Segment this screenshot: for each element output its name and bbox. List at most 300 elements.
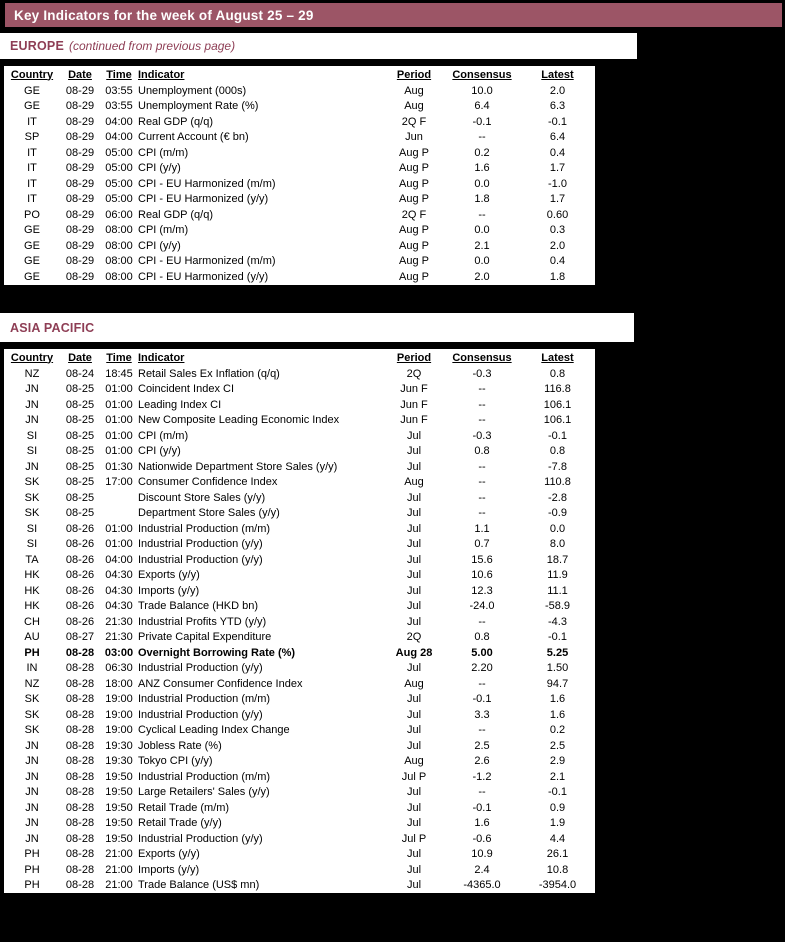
cell-indicator: Exports (y/y): [138, 569, 200, 582]
cell-consensus: -1.2: [472, 770, 492, 783]
cell-date: 08-25: [65, 398, 95, 411]
cell-period: Jul: [406, 708, 422, 721]
cell-period: 2Q: [406, 631, 422, 644]
cell-date: 08-28: [65, 755, 95, 768]
cell-latest: 5.25: [546, 646, 569, 659]
cell-indicator: Industrial Production (y/y): [138, 538, 263, 551]
cell-time: 05:00: [105, 177, 133, 190]
cell-indicator: Overnight Borrowing Rate (%): [138, 646, 296, 659]
cell-date: 08-29: [65, 146, 95, 159]
cell-date: 08-28: [65, 724, 95, 737]
cell-consensus: 6.4: [474, 100, 490, 113]
cell-consensus: --: [478, 507, 486, 520]
cell-date: 08-28: [65, 693, 95, 706]
cell-country: NZ: [24, 367, 40, 380]
cell-indicator: Coincident Index CI: [138, 383, 234, 396]
cell-date: 08-28: [65, 848, 95, 861]
cell-latest: -0.1: [548, 429, 567, 442]
cell-indicator: Unemployment Rate (%): [138, 100, 259, 113]
report-title: Key Indicators for the week of August 25 – 29: [14, 7, 314, 23]
cell-country: IT: [27, 162, 37, 175]
cell-country: SI: [26, 538, 38, 551]
cell-country: PH: [24, 848, 40, 861]
indicator-row: [3, 583, 596, 599]
cell-consensus: 10.6: [471, 569, 493, 582]
cell-latest: 1.6: [549, 708, 566, 721]
indicator-row: [3, 568, 596, 584]
cell-consensus: 0.0: [474, 224, 490, 237]
europe-indicators-table: [2, 64, 597, 287]
cell-latest: -0.1: [548, 631, 567, 644]
cell-country: GE: [24, 224, 40, 237]
cell-period: 2Q: [406, 367, 422, 380]
cell-time: 08:00: [105, 255, 133, 268]
indicator-row: [3, 459, 596, 475]
cell-time: 18:45: [105, 367, 133, 380]
cell-date: 08-26: [65, 553, 95, 566]
cell-indicator: Retail Sales Ex Inflation (q/q): [138, 367, 280, 380]
cell-indicator: Retail Trade (y/y): [138, 817, 222, 830]
cell-date: 08-25: [65, 476, 95, 489]
cell-country: HK: [24, 584, 40, 597]
cell-period: 2Q F: [401, 208, 427, 221]
section-note-europe: (continued from previous page): [69, 39, 236, 53]
cell-date: 08-29: [65, 115, 95, 128]
cell-latest: 11.1: [547, 584, 568, 597]
cell-consensus: 15.6: [471, 553, 493, 566]
cell-indicator: CPI (m/m): [138, 429, 189, 442]
cell-consensus: 0.0: [474, 177, 490, 190]
cell-time: 19:50: [105, 801, 133, 814]
cell-date: 08-24: [65, 367, 95, 380]
cell-date: 08-26: [65, 569, 95, 582]
cell-indicator: Imports (y/y): [138, 863, 200, 876]
cell-period: Aug P: [399, 193, 429, 206]
cell-consensus: -0.1: [472, 115, 492, 128]
cell-country: SK: [24, 724, 40, 737]
cell-date: 08-28: [65, 677, 95, 690]
cell-country: JN: [25, 414, 39, 427]
cell-country: GE: [24, 270, 40, 283]
indicator-row: [3, 506, 596, 522]
indicator-row: [3, 83, 596, 99]
cell-date: 08-25: [65, 414, 95, 427]
cell-time: 01:00: [105, 383, 133, 396]
cell-latest: 1.7: [549, 193, 566, 206]
cell-consensus: 1.6: [474, 817, 490, 830]
cell-indicator: CPI - EU Harmonized (m/m): [138, 177, 276, 190]
cell-country: SK: [24, 491, 40, 504]
column-header-latest: Latest: [541, 351, 574, 364]
cell-latest: 1.6: [549, 693, 566, 706]
cell-latest: 0.9: [549, 801, 566, 814]
cell-country: JN: [25, 383, 39, 396]
cell-latest: 0.4: [549, 146, 566, 159]
cell-period: Jul: [406, 522, 422, 535]
cell-period: Jul: [406, 817, 422, 830]
cell-date: 08-26: [65, 615, 95, 628]
cell-date: 08-29: [65, 255, 95, 268]
cell-country: SI: [26, 522, 38, 535]
cell-indicator: ANZ Consumer Confidence Index: [138, 677, 303, 690]
indicator-row: [3, 413, 596, 429]
cell-country: SI: [26, 429, 38, 442]
cell-country: JN: [25, 817, 39, 830]
cell-date: 08-26: [65, 538, 95, 551]
indicator-row: [3, 366, 596, 382]
cell-consensus: --: [478, 398, 486, 411]
cell-latest: -2.8: [548, 491, 567, 504]
column-header-period: Period: [396, 351, 432, 364]
cell-indicator: CPI - EU Harmonized (y/y): [138, 270, 269, 283]
cell-latest: 2.9: [549, 755, 566, 768]
cell-latest: -58.9: [544, 600, 571, 613]
cell-indicator: Trade Balance (US$ mn): [138, 879, 260, 892]
column-header-indicator: Indicator: [138, 351, 185, 364]
cell-time: 01:00: [105, 445, 133, 458]
cell-consensus: --: [478, 724, 486, 737]
cell-latest: 94.7: [546, 677, 569, 690]
cell-time: 19:00: [105, 708, 133, 721]
cell-time: 05:00: [105, 146, 133, 159]
cell-time: 04:00: [105, 553, 133, 566]
cell-country: PH: [24, 863, 40, 876]
cell-time: 01:30: [105, 460, 133, 473]
cell-consensus: 2.20: [471, 662, 493, 675]
cell-consensus: --: [478, 460, 486, 473]
cell-latest: 6.4: [549, 131, 566, 144]
section-name-asia-pacific: ASIA PACIFIC: [10, 320, 95, 335]
cell-latest: 116.8: [544, 383, 571, 396]
cell-consensus: -4365.0: [463, 879, 501, 892]
column-header-time: Time: [106, 351, 132, 364]
cell-date: 08-25: [65, 429, 95, 442]
cell-period: Jul: [406, 569, 422, 582]
cell-time: 19:30: [105, 755, 133, 768]
cell-period: Jul: [406, 801, 422, 814]
cell-indicator: Industrial Production (y/y): [138, 553, 263, 566]
cell-time: 06:30: [105, 662, 133, 675]
cell-consensus: --: [478, 131, 486, 144]
indicator-row: [3, 862, 596, 878]
cell-time: 04:30: [105, 569, 133, 582]
cell-date: 08-25: [65, 491, 95, 504]
cell-consensus: -0.1: [472, 693, 492, 706]
cell-indicator: Industrial Profits YTD (y/y): [138, 615, 267, 628]
cell-indicator: Department Store Sales (y/y): [138, 507, 280, 520]
cell-consensus: --: [478, 491, 486, 504]
cell-consensus: 3.3: [474, 708, 490, 721]
cell-date: 08-28: [65, 801, 95, 814]
cell-latest: 0.2: [549, 724, 566, 737]
indicator-row: [3, 831, 596, 847]
table-header-row: [3, 65, 596, 83]
cell-time: 19:50: [105, 817, 133, 830]
column-header-period: Period: [396, 68, 432, 81]
cell-indicator: Industrial Production (y/y): [138, 662, 263, 675]
cell-latest: -0.1: [548, 115, 567, 128]
cell-time: 04:30: [105, 584, 133, 597]
cell-date: 08-28: [65, 863, 95, 876]
cell-date: 08-29: [65, 270, 95, 283]
cell-consensus: 2.0: [474, 270, 490, 283]
indicator-row: [3, 521, 596, 537]
cell-time: 19:50: [105, 770, 133, 783]
cell-latest: -0.9: [548, 507, 567, 520]
cell-period: Aug: [404, 677, 424, 690]
cell-latest: 18.7: [546, 553, 569, 566]
cell-indicator: Cyclical Leading Index Change: [138, 724, 290, 737]
indicator-row: [3, 269, 596, 286]
cell-indicator: Leading Index CI: [138, 398, 222, 411]
cell-date: 08-29: [65, 224, 95, 237]
cell-period: Jul: [406, 848, 422, 861]
column-header-date: Date: [68, 68, 92, 81]
cell-time: 19:50: [105, 786, 133, 799]
cell-indicator: Trade Balance (HKD bn): [138, 600, 259, 613]
cell-consensus: 0.8: [474, 445, 490, 458]
indicator-row: [3, 847, 596, 863]
cell-date: 08-29: [65, 239, 95, 252]
cell-period: Jul: [406, 445, 422, 458]
cell-date: 08-29: [65, 131, 95, 144]
cell-latest: 2.0: [549, 84, 566, 97]
cell-time: 05:00: [105, 193, 133, 206]
cell-date: 08-28: [65, 770, 95, 783]
cell-time: 01:00: [105, 538, 133, 551]
cell-latest: 0.60: [546, 208, 569, 221]
cell-time: 05:00: [105, 162, 133, 175]
cell-latest: -3954.0: [538, 879, 577, 892]
column-header-indicator: Indicator: [138, 68, 185, 81]
cell-time: 08:00: [105, 270, 133, 283]
cell-consensus: -0.3: [472, 367, 492, 380]
cell-consensus: 2.4: [474, 863, 490, 876]
cell-consensus: 1.8: [474, 193, 490, 206]
cell-date: 08-28: [65, 879, 95, 892]
cell-date: 08-28: [65, 786, 95, 799]
cell-indicator: New Composite Leading Economic Index: [138, 414, 340, 427]
cell-country: JN: [25, 786, 39, 799]
cell-indicator: Real GDP (q/q): [138, 115, 213, 128]
cell-consensus: 2.5: [474, 739, 490, 752]
cell-consensus: 2.6: [474, 755, 490, 768]
cell-country: JN: [25, 398, 39, 411]
indicator-row: [3, 537, 596, 553]
cell-date: 08-25: [65, 445, 95, 458]
cell-time: 04:30: [105, 600, 133, 613]
cell-country: GE: [24, 84, 40, 97]
cell-period: Jul: [406, 429, 422, 442]
cell-consensus: --: [478, 615, 486, 628]
cell-time: 08:00: [105, 224, 133, 237]
cell-date: 08-29: [65, 84, 95, 97]
cell-consensus: 1.1: [474, 522, 490, 535]
cell-indicator: Industrial Production (y/y): [138, 832, 263, 845]
column-header-country: Country: [10, 68, 54, 81]
cell-country: IT: [27, 177, 37, 190]
cell-consensus: 1.6: [474, 162, 490, 175]
indicator-row: [3, 676, 596, 692]
cell-consensus: 2.1: [474, 239, 490, 252]
cell-time: 21:30: [105, 615, 133, 628]
cell-country: NZ: [24, 677, 40, 690]
cell-latest: 1.50: [546, 662, 569, 675]
cell-latest: -1.0: [548, 177, 567, 190]
indicator-row: [3, 645, 596, 661]
cell-country: TA: [25, 553, 39, 566]
cell-time: 21:00: [105, 848, 133, 861]
cell-country: PO: [24, 208, 40, 221]
cell-time: 01:00: [105, 398, 133, 411]
cell-indicator: CPI (m/m): [138, 224, 189, 237]
indicator-row: [3, 99, 596, 115]
indicator-row: [3, 114, 596, 130]
cell-period: Jun F: [400, 414, 428, 427]
cell-period: Aug P: [399, 270, 429, 283]
indicator-row: [3, 238, 596, 254]
cell-date: 08-29: [65, 208, 95, 221]
cell-country: SK: [24, 476, 40, 489]
cell-indicator: Large Retailers' Sales (y/y): [138, 786, 270, 799]
cell-period: Aug: [404, 755, 424, 768]
cell-date: 08-28: [65, 646, 95, 659]
cell-consensus: 10.0: [471, 84, 493, 97]
cell-date: 08-28: [65, 832, 95, 845]
cell-country: GE: [24, 100, 40, 113]
cell-latest: 0.3: [549, 224, 566, 237]
indicator-row: [3, 382, 596, 398]
cell-period: Aug: [404, 476, 424, 489]
cell-latest: 110.8: [544, 476, 571, 489]
column-header-country: Country: [10, 351, 54, 364]
cell-date: 08-25: [65, 383, 95, 396]
cell-consensus: 0.7: [474, 538, 490, 551]
cell-period: Jul: [406, 786, 422, 799]
cell-period: Jul: [406, 863, 422, 876]
cell-indicator: CPI - EU Harmonized (m/m): [138, 255, 276, 268]
cell-period: Jul: [406, 460, 422, 473]
cell-period: Aug P: [399, 239, 429, 252]
cell-date: 08-26: [65, 600, 95, 613]
cell-indicator: Exports (y/y): [138, 848, 200, 861]
cell-latest: 10.8: [546, 863, 569, 876]
table-header-row: [3, 348, 596, 366]
cell-consensus: --: [478, 414, 486, 427]
cell-period: Aug P: [399, 177, 429, 190]
indicator-row: [3, 428, 596, 444]
section-header-asia-pacific: [0, 313, 634, 342]
indicator-row: [3, 878, 596, 895]
indicator-row: [3, 599, 596, 615]
cell-period: Aug P: [399, 224, 429, 237]
cell-country: SK: [24, 693, 40, 706]
cell-indicator: Industrial Production (y/y): [138, 708, 263, 721]
cell-time: 01:00: [105, 429, 133, 442]
cell-period: Jun F: [400, 383, 428, 396]
cell-consensus: -24.0: [469, 600, 495, 613]
indicator-row: [3, 130, 596, 146]
cell-consensus: --: [478, 383, 486, 396]
cell-period: Aug 28: [395, 646, 433, 659]
cell-country: JN: [25, 770, 39, 783]
cell-indicator: Industrial Production (m/m): [138, 693, 271, 706]
cell-date: 08-26: [65, 522, 95, 535]
cell-time: 06:00: [105, 208, 133, 221]
cell-period: Aug P: [399, 146, 429, 159]
cell-latest: 1.7: [549, 162, 566, 175]
indicator-row: [3, 692, 596, 708]
cell-country: JN: [25, 755, 39, 768]
cell-time: 21:30: [105, 631, 133, 644]
indicator-row: [3, 630, 596, 646]
cell-country: GE: [24, 255, 40, 268]
indicator-row: [3, 816, 596, 832]
indicator-row: [3, 397, 596, 413]
indicator-row: [3, 661, 596, 677]
cell-date: 08-29: [65, 100, 95, 113]
cell-date: 08-28: [65, 817, 95, 830]
indicator-row: [3, 769, 596, 785]
cell-period: Jul: [406, 538, 422, 551]
indicator-row: [3, 754, 596, 770]
cell-period: Jul: [406, 584, 422, 597]
cell-period: Jul: [406, 491, 422, 504]
cell-country: PH: [24, 879, 40, 892]
column-header-consensus: Consensus: [452, 68, 512, 81]
cell-date: 08-25: [65, 460, 95, 473]
report-title-bar: [5, 3, 782, 27]
cell-indicator: CPI (y/y): [138, 445, 181, 458]
indicator-row: [3, 207, 596, 223]
cell-latest: -0.1: [548, 786, 567, 799]
cell-date: 08-28: [65, 739, 95, 752]
cell-date: 08-29: [65, 162, 95, 175]
cell-latest: 0.8: [549, 367, 566, 380]
cell-latest: 106.1: [543, 414, 572, 427]
cell-period: Jul: [406, 507, 422, 520]
cell-date: 08-27: [65, 631, 95, 644]
indicator-row: [3, 145, 596, 161]
cell-time: 19:30: [105, 739, 133, 752]
section-name-europe: EUROPE: [10, 39, 64, 53]
cell-time: 19:50: [105, 832, 133, 845]
indicator-row: [3, 552, 596, 568]
indicator-row: [3, 707, 596, 723]
cell-latest: 1.8: [549, 270, 566, 283]
cell-indicator: Retail Trade (m/m): [138, 801, 230, 814]
cell-period: 2Q F: [401, 115, 427, 128]
cell-time: 04:00: [105, 115, 133, 128]
indicator-row: [3, 192, 596, 208]
cell-period: Jun: [405, 131, 423, 144]
cell-indicator: CPI (y/y): [138, 239, 181, 252]
indicator-row: [3, 738, 596, 754]
cell-latest: 2.0: [549, 239, 566, 252]
cell-consensus: 5.00: [471, 646, 493, 659]
cell-indicator: Current Account (€ bn): [138, 131, 249, 144]
cell-latest: 106.1: [543, 398, 572, 411]
indicator-row: [3, 223, 596, 239]
cell-period: Aug: [404, 100, 424, 113]
cell-date: 08-28: [65, 662, 95, 675]
cell-time: 19:00: [105, 724, 133, 737]
indicator-row: [3, 475, 596, 491]
cell-period: Jul: [406, 739, 422, 752]
cell-consensus: 0.0: [474, 255, 490, 268]
indicator-row: [3, 254, 596, 270]
cell-latest: 8.0: [549, 538, 566, 551]
